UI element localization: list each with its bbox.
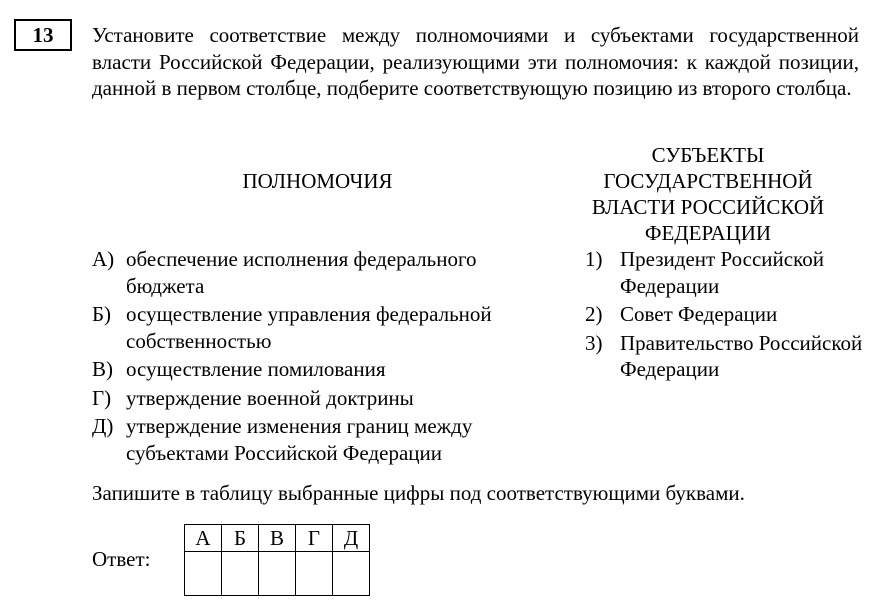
power-text: утверждение военной доктрины — [126, 385, 414, 410]
power-text: осуществление управления федеральной собственностью — [126, 302, 492, 353]
task-instruction: Установите соответствие между полномочиями и субъектами государственной власти Российской Федерации, реализующими эти полномочия: к каждой позиции, данной в первом столбце, подберите соответствующую позицию из второго столбца. — [92, 23, 859, 100]
subject-mark: 3) — [585, 330, 603, 355]
answer-letter: Г — [296, 525, 333, 552]
answer-letter: Д — [333, 525, 370, 552]
power-item-g — [92, 385, 552, 412]
answer-table — [184, 524, 370, 596]
subject-text: Президент Российской Федерации — [620, 247, 824, 298]
subjects-column-header: СУБЪЕКТЫ ГОСУДАРСТВЕННОЙ ВЛАСТИ РОССИЙСКОЙ ФЕДЕРАЦИИ — [591, 143, 825, 245]
power-mark: Б) — [92, 302, 112, 326]
subject-item-3 — [585, 330, 875, 383]
power-text: осуществление помилования — [126, 357, 386, 381]
answer-cells-row — [185, 552, 370, 596]
task-number-box — [14, 19, 72, 51]
answer-letter: А — [185, 525, 222, 552]
answer-letters-row — [185, 525, 370, 552]
answer-cell-g[interactable] — [296, 552, 333, 596]
power-text: обеспечение исполнения федерального бюджета — [126, 247, 477, 298]
power-item-v — [92, 356, 552, 383]
subject-mark: 1) — [585, 247, 603, 271]
subjects-list — [585, 246, 875, 385]
subject-item-1 — [585, 246, 875, 299]
powers-list — [92, 246, 552, 468]
subject-text: Совет Федерации — [620, 302, 778, 326]
subject-text: Правительство Российской Федерации — [620, 330, 863, 381]
power-mark: Г) — [92, 385, 112, 410]
answer-cell-b[interactable] — [222, 552, 259, 596]
power-item-a — [92, 246, 552, 299]
answer-label: Ответ: — [92, 547, 151, 571]
power-text: утверждение изменения границ между субъектами Российской Федерации — [126, 414, 473, 465]
task-number: 13 — [32, 22, 54, 47]
power-mark: А) — [92, 247, 115, 271]
powers-column-header: ПОЛНОМОЧИЯ — [242, 169, 393, 193]
answer-cell-v[interactable] — [259, 552, 296, 596]
answer-letter: Б — [222, 525, 259, 552]
answer-letter: В — [259, 525, 296, 552]
power-mark: В) — [92, 357, 113, 381]
subject-mark: 2) — [585, 302, 603, 326]
power-mark: Д) — [92, 414, 114, 438]
answer-instruction: Запишите в таблицу выбранные цифры под соответствующими буквами. — [92, 481, 745, 505]
power-item-d — [92, 413, 552, 466]
power-item-b — [92, 301, 552, 354]
subject-item-2 — [585, 301, 875, 328]
answer-cell-a[interactable] — [185, 552, 222, 596]
answer-cell-d[interactable] — [333, 552, 370, 596]
